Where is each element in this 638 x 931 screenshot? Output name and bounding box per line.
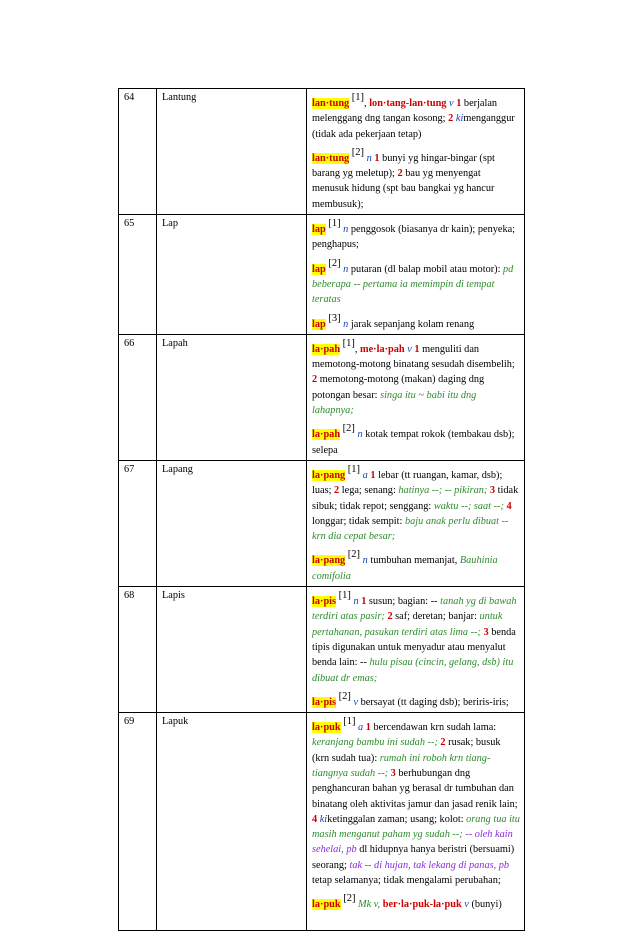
- derived-word: me·la·pah: [360, 343, 405, 355]
- entry-definition: la·pah [1], me·la·pah v 1 menguliti dan memotong-motong binatang sesudah disembelih; 2 memotong-motong (makan) daging dng potongan besar: singa itu ~ babi itu dng lahapnya; la·pah [2] n kotak tempat rokok (tembakau dsb); selepa: [307, 334, 525, 460]
- headword: la·pah: [312, 343, 341, 355]
- entry-definition: la·puk [1] a 1 bercendawan krn sudah lama: keranjang bambu ini sudah --; 2 rusak; busuk (krn sudah tua): rumah ini roboh krn tiang-tiangnya sudah --; 3 berhubungan dng penghancuran bahan yg berasal dr tumbuhan dan binatang oleh aktivitas jamur dan jasad renik lain; 4 kiketinggalan zaman; usang; kolot: orang tua itu masih menganut paham yg sudah --; -- oleh kain sehelai, pb dl hidupnya hanya beristri (bersuami) seorang; tak -- di hujan, tak lekang di panas, pb tetap selamanya; tidak mengalami perubahan; la·puk [2] Mk v, ber·la·puk-la·puk v (bunyi): [307, 713, 525, 931]
- entry-word: Lapuk: [157, 713, 307, 931]
- table-row: [119, 587, 525, 713]
- example: beberapa -- pertama ia memimpin di tempat teratas: [312, 278, 495, 306]
- entry-word: Lapah: [157, 334, 307, 460]
- headword: la·puk: [312, 899, 341, 911]
- part-of-speech: v: [449, 98, 454, 109]
- entry-definition: lap [1] n penggosok (biasanya dr kain); penyeka; penghapus; lap [2] n putaran (dl balap mobil atau motor): pd beberapa -- pertama ia memimpin di tempat teratas lap [3] n jarak sepanjang kolam renang: [307, 215, 525, 335]
- headword: lan·tung: [312, 98, 350, 109]
- entry-word: Lap: [157, 215, 307, 335]
- table-row: [119, 460, 525, 586]
- headword: la·pis: [312, 696, 337, 708]
- derived-word: lon·tang-lan·tung: [369, 98, 447, 109]
- entry-number: 64: [119, 89, 157, 215]
- table-row: [119, 89, 525, 215]
- headword: la·pah: [312, 429, 341, 441]
- entry-number: 67: [119, 460, 157, 586]
- entry-word: Lapis: [157, 587, 307, 713]
- dictionary-table: [118, 88, 525, 931]
- entry-number: 69: [119, 713, 157, 931]
- derived-word: ber·la·puk-la·puk: [382, 899, 462, 911]
- entry-word: Lapang: [157, 460, 307, 586]
- headword: la·pis: [312, 596, 337, 608]
- headword: la·pang: [312, 469, 346, 481]
- headword: lap: [312, 224, 326, 236]
- headword: la·puk: [312, 722, 341, 734]
- entry-definition: la·pang [1] a 1 lebar (tt ruangan, kamar, dsb); luas; 2 lega; senang: hatinya --; -- pikiran; 3 tidak sibuk; tidak repot; senggang: waktu --; saat --; 4 longgar; tidak sempit: baju anak perlu dibuat -- krn dia cepat besar; la·pang [2] n tumbuhan memanjat, Bauhinia comifolia: [307, 460, 525, 586]
- headword: lap: [312, 263, 326, 275]
- entry-word: Lantung: [157, 89, 307, 215]
- headword: lan·tung: [312, 152, 350, 164]
- table-row: [119, 713, 525, 931]
- table-row: [119, 215, 525, 335]
- headword: lap: [312, 318, 326, 330]
- example: singa itu ~ babi itu dng lahapnya;: [312, 389, 477, 417]
- table-row: [119, 334, 525, 460]
- entry-number: 68: [119, 587, 157, 713]
- entry-number: 65: [119, 215, 157, 335]
- entry-definition: lan·tung [1], lon·tang-lan·tung v 1 berjalan melenggang dng tangan kosong; 2 kimenganggur (tidak ada pekerjaan tetap) lan·tung [2] n 1 bunyi yg hingar-bingar (spt barang yg meletup); 2 bau yg menyengat menusuk hidung (spt bau bangkai yg hancur membusuk);: [307, 89, 525, 215]
- entry-number: 66: [119, 334, 157, 460]
- entry-definition: la·pis [1] n 1 susun; bagian: -- tanah yg di bawah terdiri atas pasir; 2 saf; deretan; banjar: untuk pertahanan, pasukan terdiri atas lima --; 3 benda tipis digunakan untuk menyadur atau menyalut benda lain: -- hulu pisau (cincin, gelang, dsb) itu dibuat dr emas; la·pis [2] v bersayat (tt daging dsb); beriris-iris;: [307, 587, 525, 713]
- headword: la·pang: [312, 555, 346, 567]
